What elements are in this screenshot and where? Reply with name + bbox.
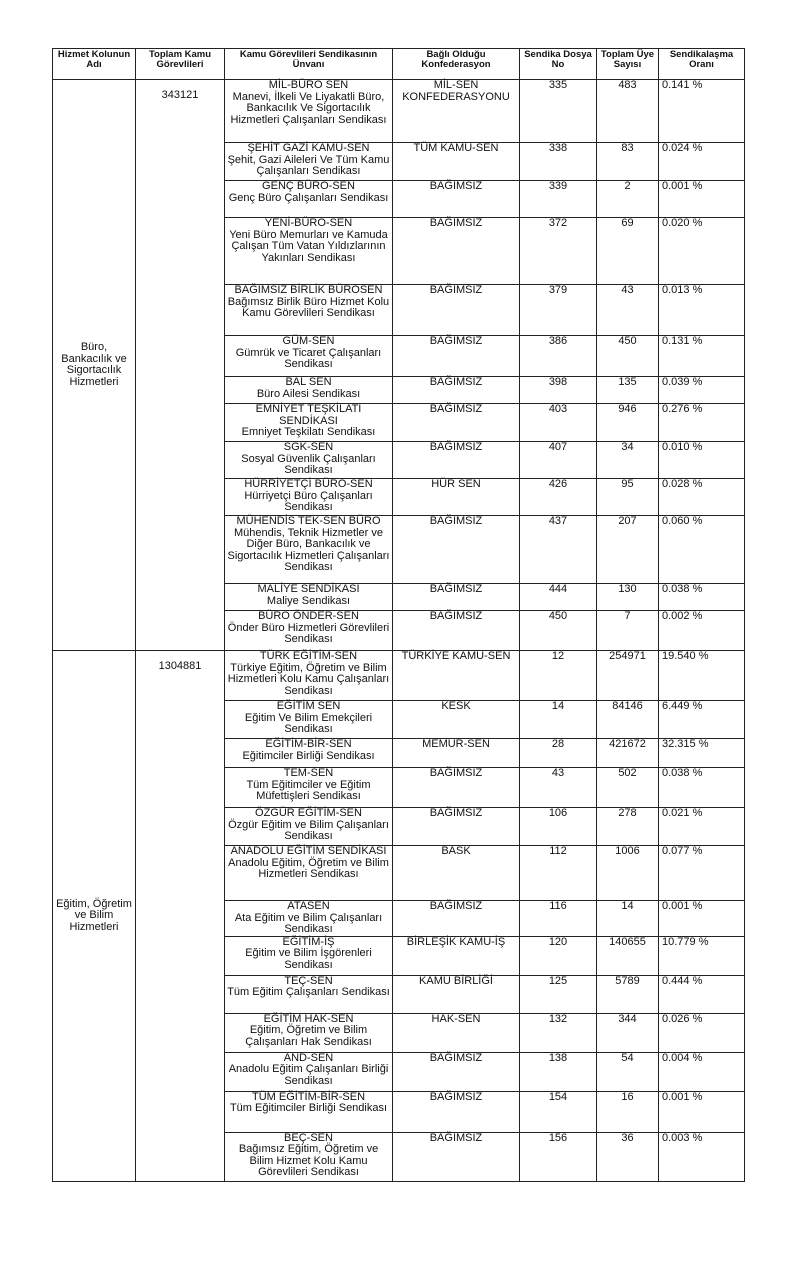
confederation-cell: BAĞIMSIZ	[393, 1132, 520, 1181]
table-row	[53, 651, 745, 701]
union-abbreviation: BEÇ-SEN	[284, 1131, 333, 1144]
member-count-cell: 344	[597, 1013, 659, 1052]
confederation-cell: BAĞIMSIZ	[393, 442, 520, 479]
union-title-cell	[225, 975, 393, 1013]
union-full-name: Mühendis, Teknik Hizmetler ve Diğer Büro, Bankacılık ve Sigortacılık Hizmetleri Çalışanları Sendikası	[227, 526, 390, 573]
union-title-cell	[225, 1052, 393, 1091]
file-number-cell: 426	[520, 479, 597, 516]
union-statistics-table	[52, 48, 745, 1182]
union-abbreviation: ŞEHİT GAZİ KAMU-SEN	[247, 142, 370, 154]
member-count-cell: 16	[597, 1091, 659, 1132]
member-count-cell: 946	[597, 404, 659, 442]
member-count-cell: 69	[597, 218, 659, 285]
union-full-name: Şehit, Gazi Aileleri Ve Tüm Kamu Çalışanları Sendikası	[227, 153, 390, 177]
union-abbreviation: ANADOLU EĞİTİM SENDİKASI	[230, 845, 387, 857]
member-count-cell: 34	[597, 442, 659, 479]
union-abbreviation: BAL SEN	[285, 376, 332, 388]
union-full-name: Eğitim, Öğretim ve Bilim Çalışanları Hak Sendikası	[245, 1024, 372, 1048]
file-number-cell: 338	[520, 143, 597, 181]
union-abbreviation: EMNİYET TEŞKİLATI SENDİKASI	[255, 403, 362, 427]
union-full-name: Maliye Sendikası	[266, 594, 351, 607]
union-abbreviation: MİL-BÜRO SEN	[268, 79, 349, 91]
file-number-cell: 43	[520, 768, 597, 808]
union-title-cell	[225, 336, 393, 377]
unionization-ratio-cell: 0.077 %	[659, 846, 745, 901]
union-full-name: Eğitim Ve Bilim Emekçileri Sendikası	[244, 711, 373, 735]
file-number-cell: 386	[520, 336, 597, 377]
unionization-ratio-cell: 0.020 %	[659, 218, 745, 285]
file-number-cell: 138	[520, 1052, 597, 1091]
union-title-cell	[225, 901, 393, 937]
unionization-ratio-cell: 0.444 %	[659, 975, 745, 1013]
header-members: Toplam Üye Sayısı	[597, 49, 659, 80]
confederation-cell: BAĞIMSIZ	[393, 1052, 520, 1091]
member-count-cell: 95	[597, 479, 659, 516]
unionization-ratio-cell: 0.039 %	[659, 377, 745, 404]
member-count-cell: 54	[597, 1052, 659, 1091]
file-number-cell: 156	[520, 1132, 597, 1181]
unionization-ratio-cell: 0.131 %	[659, 336, 745, 377]
union-abbreviation: GENÇ BÜRO-SEN	[262, 180, 355, 192]
member-count-cell: 1006	[597, 846, 659, 901]
union-abbreviation: ÖZGÜR EĞİTİM-SEN	[255, 807, 362, 819]
header-confederation: Bağlı Olduğu Konfederasyon	[393, 49, 520, 80]
union-title-cell	[225, 80, 393, 143]
member-count-cell: 421672	[597, 739, 659, 768]
header-file-no: Sendika Dosya No	[520, 49, 597, 80]
union-abbreviation: EĞİTİM-BİR-SEN	[265, 738, 352, 750]
confederation-cell: HÜR SEN	[393, 479, 520, 516]
unionization-ratio-cell: 6.449 %	[659, 701, 745, 739]
file-number-cell: 132	[520, 1013, 597, 1052]
confederation-cell: BAĞIMSIZ	[393, 901, 520, 937]
confederation-cell: BAĞIMSIZ	[393, 336, 520, 377]
file-number-cell: 112	[520, 846, 597, 901]
confederation-cell: BAĞIMSIZ	[393, 181, 520, 218]
union-full-name: Tüm Eğitim Çalışanları Sendikası	[227, 986, 390, 998]
unionization-ratio-cell: 0.276 %	[659, 404, 745, 442]
unionization-ratio-cell: 0.141 %	[659, 80, 745, 143]
union-title-cell	[225, 404, 393, 442]
union-abbreviation: TÜRK EĞİTİM-SEN	[259, 650, 358, 662]
unionization-ratio-cell: 0.001 %	[659, 901, 745, 937]
total-employees-cell: 343121	[136, 80, 225, 651]
union-full-name: Gümrük ve Ticaret Çalışanları Sendikası	[235, 346, 382, 370]
union-full-name: Tüm Eğitimciler Birliği Sendikası	[229, 1102, 388, 1114]
union-title-cell	[225, 181, 393, 218]
unionization-ratio-cell: 0.021 %	[659, 808, 745, 846]
service-area-cell: Eğitim, Öğretim ve Bilim Hizmetleri	[53, 651, 136, 1182]
member-count-cell: 450	[597, 336, 659, 377]
unionization-ratio-cell: 19.540 %	[659, 651, 745, 701]
confederation-cell: MEMUR-SEN	[393, 739, 520, 768]
file-number-cell: 450	[520, 611, 597, 651]
union-title-cell	[225, 218, 393, 285]
union-title-cell	[225, 285, 393, 336]
union-abbreviation: YENİ-BÜRO-SEN	[264, 217, 353, 229]
union-statistics-document	[52, 48, 745, 1182]
unionization-ratio-cell: 10.779 %	[659, 936, 745, 975]
union-abbreviation: TÜM EĞİTİM-BİR-SEN	[251, 1090, 366, 1103]
union-full-name: Genç Büro Çalışanları Sendikası	[228, 191, 389, 204]
union-full-name: Önder Büro Hizmetleri Görevlileri Sendikası	[227, 621, 390, 645]
total-employees-cell: 1304881	[136, 651, 225, 1182]
confederation-cell: BAĞIMSIZ	[393, 1091, 520, 1132]
header-row	[53, 49, 745, 80]
confederation-cell: MİL-SEN KONFEDERASYONU	[393, 80, 520, 143]
union-full-name: Manevi, İlkeli Ve Liyakatli Büro, Bankacılık Ve Sigortacılık Hizmetleri Çalışanları Sendikası	[230, 90, 387, 126]
union-title-cell	[225, 1132, 393, 1181]
union-title-cell	[225, 1013, 393, 1052]
file-number-cell: 335	[520, 80, 597, 143]
header-service: Hizmet Kolunun Adı	[53, 49, 136, 80]
member-count-cell: 36	[597, 1132, 659, 1181]
file-number-cell: 407	[520, 442, 597, 479]
file-number-cell: 154	[520, 1091, 597, 1132]
union-abbreviation: SGK-SEN	[283, 441, 334, 453]
unionization-ratio-cell: 0.038 %	[659, 768, 745, 808]
union-title-cell	[225, 143, 393, 181]
confederation-cell: BAĞIMSIZ	[393, 516, 520, 584]
header-total: Toplam Kamu Görevlileri	[136, 49, 225, 80]
union-title-cell	[225, 846, 393, 901]
member-count-cell: 83	[597, 143, 659, 181]
union-title-cell	[225, 377, 393, 404]
union-abbreviation: MALİYE SENDİKASI	[257, 583, 360, 595]
union-title-cell	[225, 651, 393, 701]
unionization-ratio-cell: 0.001 %	[659, 181, 745, 218]
member-count-cell: 254971	[597, 651, 659, 701]
union-full-name: Tüm Eğitimciler ve Eğitim Müfettişleri Sendikası	[246, 778, 371, 802]
file-number-cell: 116	[520, 901, 597, 937]
union-abbreviation: EĞİTİM-İŞ	[282, 935, 335, 948]
unionization-ratio-cell: 0.038 %	[659, 584, 745, 611]
service-area-cell: Büro, Bankacılık ve Sigortacılık Hizmetleri	[53, 80, 136, 651]
confederation-cell: TÜRKİYE KAMU-SEN	[393, 651, 520, 701]
union-abbreviation: EĞİTİM HAK-SEN	[263, 1012, 354, 1025]
file-number-cell: 14	[520, 701, 597, 739]
confederation-cell: BAĞIMSIZ	[393, 768, 520, 808]
member-count-cell: 502	[597, 768, 659, 808]
confederation-cell: BAĞIMSIZ	[393, 808, 520, 846]
member-count-cell: 207	[597, 516, 659, 584]
file-number-cell: 398	[520, 377, 597, 404]
union-abbreviation: AND-SEN	[283, 1051, 334, 1064]
union-full-name: Hürriyetçi Büro Çalışanları Sendikası	[244, 489, 373, 513]
unionization-ratio-cell: 0.013 %	[659, 285, 745, 336]
table-row	[53, 80, 745, 143]
confederation-cell: KESK	[393, 701, 520, 739]
member-count-cell: 14	[597, 901, 659, 937]
union-full-name: Ata Eğitim ve Bilim Çalışanları Sendikası	[234, 911, 383, 935]
member-count-cell: 135	[597, 377, 659, 404]
member-count-cell: 84146	[597, 701, 659, 739]
file-number-cell: 125	[520, 975, 597, 1013]
union-full-name: Anadolu Eğitim Çalışanları Birliği Sendikası	[228, 1063, 389, 1087]
union-title-cell	[225, 479, 393, 516]
unionization-ratio-cell: 0.002 %	[659, 611, 745, 651]
union-full-name: Bağımsız Eğitim, Öğretim ve Bilim Hizmet Kolu Kamu Görevlileri Sendikası	[238, 1143, 379, 1178]
unionization-ratio-cell: 32.315 %	[659, 739, 745, 768]
unionization-ratio-cell: 0.001 %	[659, 1091, 745, 1132]
member-count-cell: 278	[597, 808, 659, 846]
union-full-name: Eğitimciler Birliği Sendikası	[242, 749, 375, 762]
file-number-cell: 444	[520, 584, 597, 611]
confederation-cell: BAĞIMSIZ	[393, 404, 520, 442]
confederation-cell: BAĞIMSIZ	[393, 377, 520, 404]
union-full-name: Türkiye Eğitim, Öğretim ve Bilim Hizmetleri Kolu Kamu Çalışanları Sendikası	[227, 661, 390, 697]
member-count-cell: 5789	[597, 975, 659, 1013]
union-title-cell	[225, 936, 393, 975]
file-number-cell: 28	[520, 739, 597, 768]
member-count-cell: 43	[597, 285, 659, 336]
union-title-cell	[225, 1091, 393, 1132]
union-full-name: Büro Ailesi Sendikası	[256, 387, 361, 400]
file-number-cell: 379	[520, 285, 597, 336]
union-abbreviation: BÜRO ÖNDER-SEN	[258, 610, 359, 622]
confederation-cell: TÜM KAMU-SEN	[393, 143, 520, 181]
union-title-cell	[225, 611, 393, 651]
unionization-ratio-cell: 0.026 %	[659, 1013, 745, 1052]
header-union: Kamu Görevlileri Sendikasının Ünvanı	[225, 49, 393, 80]
table-body	[53, 80, 745, 1182]
union-abbreviation: TEM-SEN	[283, 767, 334, 779]
union-title-cell	[225, 808, 393, 846]
union-title-cell	[225, 442, 393, 479]
union-full-name: Özgür Eğitim ve Bilim Çalışanları Sendikası	[228, 818, 389, 842]
member-count-cell: 140655	[597, 936, 659, 975]
member-count-cell: 130	[597, 584, 659, 611]
confederation-cell: BAĞIMSIZ	[393, 218, 520, 285]
unionization-ratio-cell: 0.004 %	[659, 1052, 745, 1091]
union-title-cell	[225, 768, 393, 808]
unionization-ratio-cell: 0.010 %	[659, 442, 745, 479]
confederation-cell: BAĞIMSIZ	[393, 584, 520, 611]
union-title-cell	[225, 701, 393, 739]
unionization-ratio-cell: 0.003 %	[659, 1132, 745, 1181]
union-abbreviation: GÜM-SEN	[282, 335, 335, 347]
unionization-ratio-cell: 0.060 %	[659, 516, 745, 584]
file-number-cell: 106	[520, 808, 597, 846]
confederation-cell: HAK-SEN	[393, 1013, 520, 1052]
file-number-cell: 12	[520, 651, 597, 701]
confederation-cell: BİRLEŞİK KAMU-İŞ	[393, 936, 520, 975]
confederation-cell: BASK	[393, 846, 520, 901]
confederation-cell: BAĞIMSIZ	[393, 285, 520, 336]
confederation-cell: BAĞIMSIZ	[393, 611, 520, 651]
file-number-cell: 120	[520, 936, 597, 975]
file-number-cell: 437	[520, 516, 597, 584]
union-title-cell	[225, 584, 393, 611]
union-full-name: Eğitim ve Bilim İşgörenleri Sendikası	[245, 947, 372, 971]
union-abbreviation: ATASEN	[287, 900, 330, 912]
file-number-cell: 403	[520, 404, 597, 442]
file-number-cell: 372	[520, 218, 597, 285]
member-count-cell: 483	[597, 80, 659, 143]
member-count-cell: 7	[597, 611, 659, 651]
union-full-name: Emniyet Teşkilatı Sendikası	[241, 426, 376, 438]
unionization-ratio-cell: 0.024 %	[659, 143, 745, 181]
member-count-cell: 2	[597, 181, 659, 218]
confederation-cell: KAMU BİRLİĞİ	[393, 975, 520, 1013]
file-number-cell: 339	[520, 181, 597, 218]
union-full-name: Anadolu Eğitim, Öğretim ve Bilim Hizmetleri Sendikası	[228, 856, 389, 880]
union-abbreviation: MÜHENDİS TEK-SEN BÜRO	[236, 515, 381, 527]
union-abbreviation: EĞİTİM SEN	[276, 700, 341, 712]
union-abbreviation: HÜRRİYETÇİ BÜRO-SEN	[244, 478, 373, 490]
union-full-name: Sosyal Güvenlik Çalışanları Sendikası	[241, 452, 376, 476]
union-full-name: Bağımsız Birlik Büro Hizmet Kolu Kamu Görevlileri Sendikası	[227, 295, 390, 319]
union-abbreviation: TEÇ-SEN	[284, 974, 333, 987]
union-abbreviation: BAĞIMSIZ BİRLİK BÜROSEN	[234, 284, 383, 296]
unionization-ratio-cell: 0.028 %	[659, 479, 745, 516]
union-title-cell	[225, 516, 393, 584]
header-ratio: Sendikalaşma Oranı	[659, 49, 745, 80]
union-full-name: Yeni Büro Memurları ve Kamuda Çalışan Tüm Vatan Yıldızlarının Yakınları Sendikası	[229, 228, 388, 264]
union-title-cell	[225, 739, 393, 768]
